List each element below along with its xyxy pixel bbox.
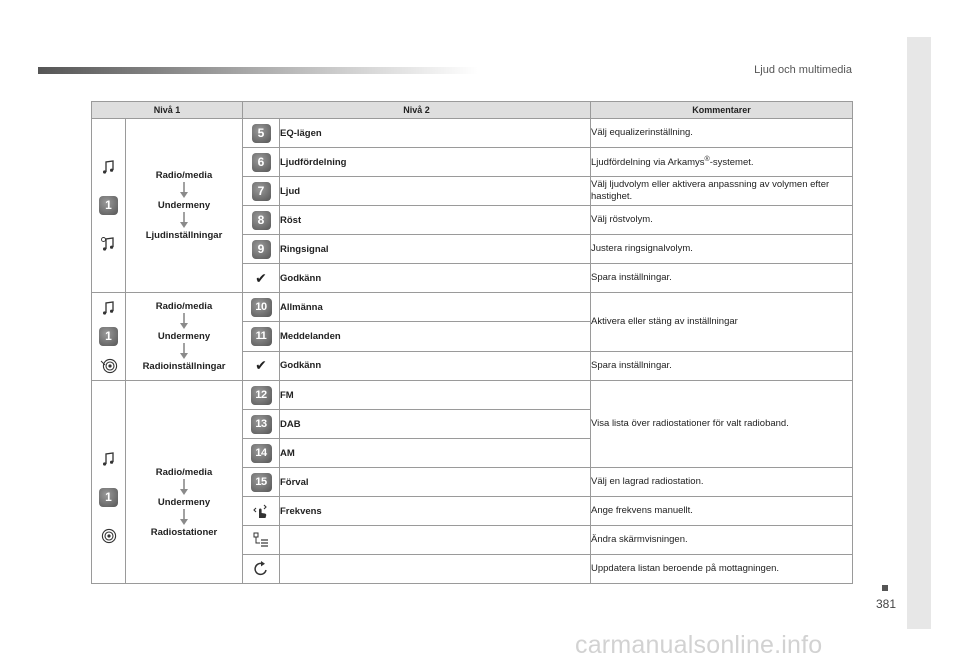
arrow-down-icon xyxy=(179,479,189,495)
function-name: Meddelanden xyxy=(280,322,591,351)
step-badge: 15 xyxy=(251,473,272,492)
step-badge: 11 xyxy=(251,327,272,346)
menu-path xyxy=(126,293,243,381)
refresh-icon xyxy=(252,560,270,578)
display-list-icon xyxy=(252,531,270,549)
step-badge: 9 xyxy=(252,240,271,259)
table-row xyxy=(92,119,853,148)
radio-settings-icon xyxy=(100,356,118,374)
comment-text: Spara inställningar. xyxy=(591,351,853,380)
comment-text: Justera ringsignalvolym. xyxy=(591,235,853,264)
settings-table xyxy=(91,101,853,584)
function-name: Ljud xyxy=(280,177,591,206)
arrow-down-icon xyxy=(179,212,189,228)
checkmark-icon: ✔ xyxy=(255,269,267,286)
function-name: Ringsignal xyxy=(280,235,591,264)
step-badge: 14 xyxy=(251,444,272,463)
function-name: Allmänna xyxy=(280,293,591,322)
function-name: DAB xyxy=(280,410,591,439)
function-name: Godkänn xyxy=(280,264,591,293)
page-side-tab xyxy=(907,37,931,629)
arrow-down-icon xyxy=(179,182,189,198)
path-step: Radio/media xyxy=(155,301,213,312)
function-name: Ljudfördelning xyxy=(280,148,591,177)
comment-text xyxy=(591,148,853,177)
arrow-down-icon xyxy=(179,313,189,329)
comment-text: Välj equalizerinställning. xyxy=(591,119,853,148)
comment-suffix: -systemet. xyxy=(709,157,754,169)
checkmark-icon: ✔ xyxy=(255,357,267,374)
col-header-comments: Kommentarer xyxy=(591,102,853,119)
watermark: carmanualsonline.info xyxy=(575,631,823,659)
comment-text: Ändra skärmvisningen. xyxy=(591,526,853,555)
level1-badge: 1 xyxy=(99,488,118,507)
comment-main: Ljudfördelning via Arkamys xyxy=(591,157,705,169)
comment-text: Välj ljudvolym eller aktivera anpassning av volymen efter hastighet. xyxy=(591,177,853,206)
sound-settings-icon xyxy=(100,235,118,253)
level1-icons xyxy=(92,119,126,293)
function-name: Frekvens xyxy=(280,497,591,526)
step-badge: 13 xyxy=(251,415,272,434)
function-name xyxy=(280,555,591,584)
frequency-touch-icon xyxy=(252,502,270,520)
table-header-row xyxy=(92,102,853,119)
step-badge: 12 xyxy=(251,386,272,405)
function-name: AM xyxy=(280,439,591,468)
step-badge: 5 xyxy=(252,124,271,143)
page-marker xyxy=(882,585,888,591)
function-name: Godkänn xyxy=(280,351,591,380)
step-badge: 10 xyxy=(251,298,272,317)
path-step: Undermeny xyxy=(157,496,211,508)
music-note-icon xyxy=(100,158,118,176)
level1-badge: 1 xyxy=(99,196,118,215)
comment-text: Ange frekvens manuellt. xyxy=(591,497,853,526)
step-badge: 7 xyxy=(252,182,271,201)
path-step: Undermeny xyxy=(157,200,211,211)
step-badge: 8 xyxy=(252,211,271,230)
function-name: FM xyxy=(280,381,591,410)
menu-path xyxy=(126,381,243,584)
function-name: Förval xyxy=(280,468,591,497)
arrow-down-icon xyxy=(179,509,189,525)
function-name xyxy=(280,526,591,555)
registered-mark: ® xyxy=(704,156,710,164)
radio-icon xyxy=(100,527,118,545)
path-step: Radioinställningar xyxy=(142,361,226,372)
page-number: 381 xyxy=(876,597,897,611)
level1-icons xyxy=(92,381,126,584)
comment-text: Välj röstvolym. xyxy=(591,206,853,235)
comment-text: Välj en lagrad radiostation. xyxy=(591,468,853,497)
music-note-icon xyxy=(100,450,118,468)
section-title: Ljud och multimedia xyxy=(754,64,852,76)
col-header-level1: Nivå 1 xyxy=(92,102,243,119)
path-step: Radiostationer xyxy=(150,526,218,538)
path-step: Radio/media xyxy=(155,170,213,181)
function-name: Röst xyxy=(280,206,591,235)
level1-badge: 1 xyxy=(99,327,118,346)
level1-icons xyxy=(92,293,126,381)
header-gradient-bar xyxy=(38,67,478,74)
function-name: EQ-lägen xyxy=(280,119,591,148)
path-step: Radio/media xyxy=(155,466,213,478)
table-row xyxy=(92,293,853,322)
comment-text: Uppdatera listan beroende på mottagningen. xyxy=(591,555,853,584)
comment-text: Visa lista över radiostationer för valt radioband. xyxy=(591,381,853,468)
arrow-down-icon xyxy=(179,343,189,359)
col-header-level2: Nivå 2 xyxy=(243,102,591,119)
path-step: Ljudinställningar xyxy=(145,230,223,241)
comment-text: Aktivera eller stäng av inställningar xyxy=(591,293,853,352)
music-note-icon xyxy=(100,299,118,317)
menu-path xyxy=(126,119,243,293)
step-badge: 6 xyxy=(252,153,271,172)
comment-text: Spara inställningar. xyxy=(591,264,853,293)
table-row xyxy=(92,381,853,410)
path-step: Undermeny xyxy=(157,331,211,342)
